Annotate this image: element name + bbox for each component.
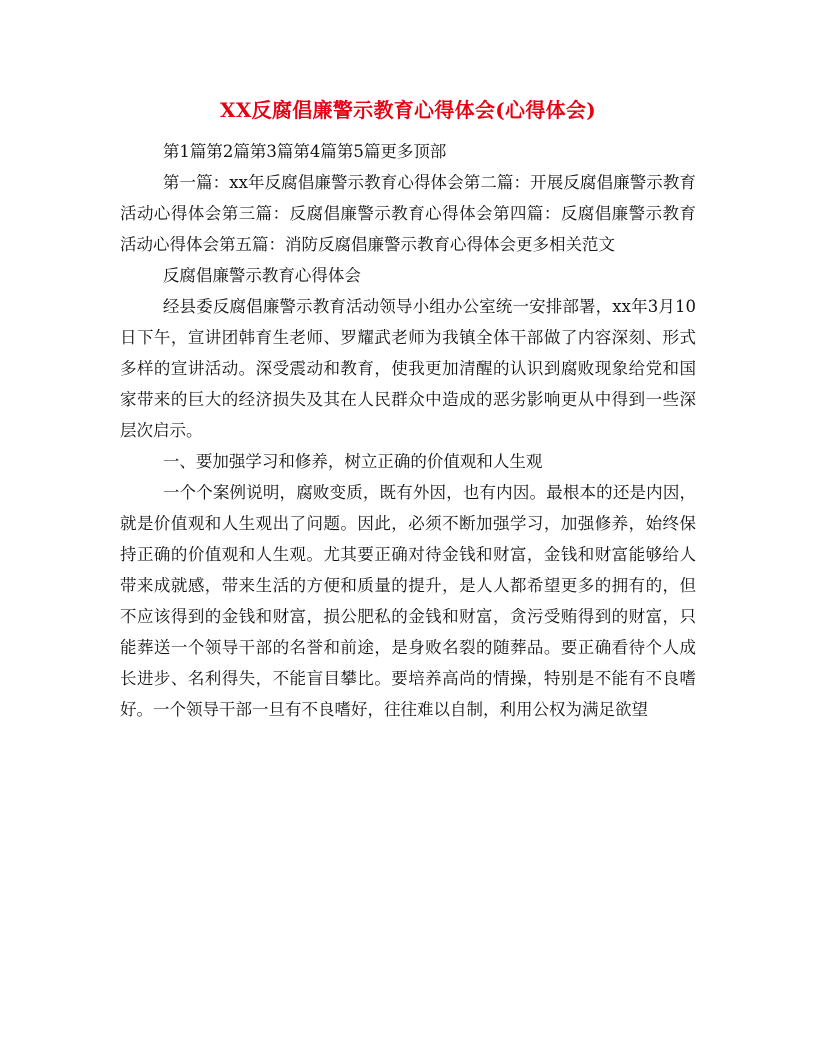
document-title: XX反腐倡廉警示教育心得体会(心得体会)	[220, 98, 596, 122]
point-one-body: 一个个案例说明，腐败变质，既有外因，也有内因。最根本的还是内因，就是价值观和人生观出了问题。因此，必须不断加强学习，加强修养，始终保持正确的价值观和人生观。尤其要正确对待金钱和财富，金钱和财富能够给人带来成就感，带来生活的方便和质量的提升，是人人都希望更多的拥有的，但不应该得到的金钱和财富，损公肥私的金钱和财富，贪污受贿得到的财富，只能葬送一个领导干部的名誉和前途，是身败名裂的随葬品。要正确看待个人成长进步、名利得失，不能盲目攀比。要培养高尚的情操，特别是不能有不良嗜好。一个领导干部一旦有不良嗜好，往往难以自制，利用公权为满足欲望	[120, 483, 696, 719]
section-heading: 反腐倡廉警示教育心得体会	[162, 266, 361, 285]
point-one-heading: 一、要加强学习和修养，树立正确的价值观和人生观	[162, 452, 543, 471]
intro-paragraph: 经县委反腐倡廉警示教育活动领导小组办公室统一安排部署，xx年3月10日下午，宣讲团韩育生老师、罗耀武老师为我镇全体干部做了内容深刻、形式多样的宣讲活动。深受震动和教育，使我更加清醒的认识到腐败现象给党和国家带来的巨大的经济损失及其在人民群众中造成的恶劣影响更从中得到一些深层次启示。	[120, 297, 696, 440]
chapter-nav-links[interactable]: 第1篇第2篇第3篇第4篇第5篇更多顶部	[162, 142, 447, 161]
chapter-list-paragraph: 第一篇：xx年反腐倡廉警示教育心得体会第二篇：开展反腐倡廉警示教育活动心得体会第三篇：反腐倡廉警示教育心得体会第四篇：反腐倡廉警示教育活动心得体会第五篇：消防反腐倡廉警示教育心得体会更多相关范文	[120, 173, 696, 254]
document-body	[120, 92, 696, 725]
